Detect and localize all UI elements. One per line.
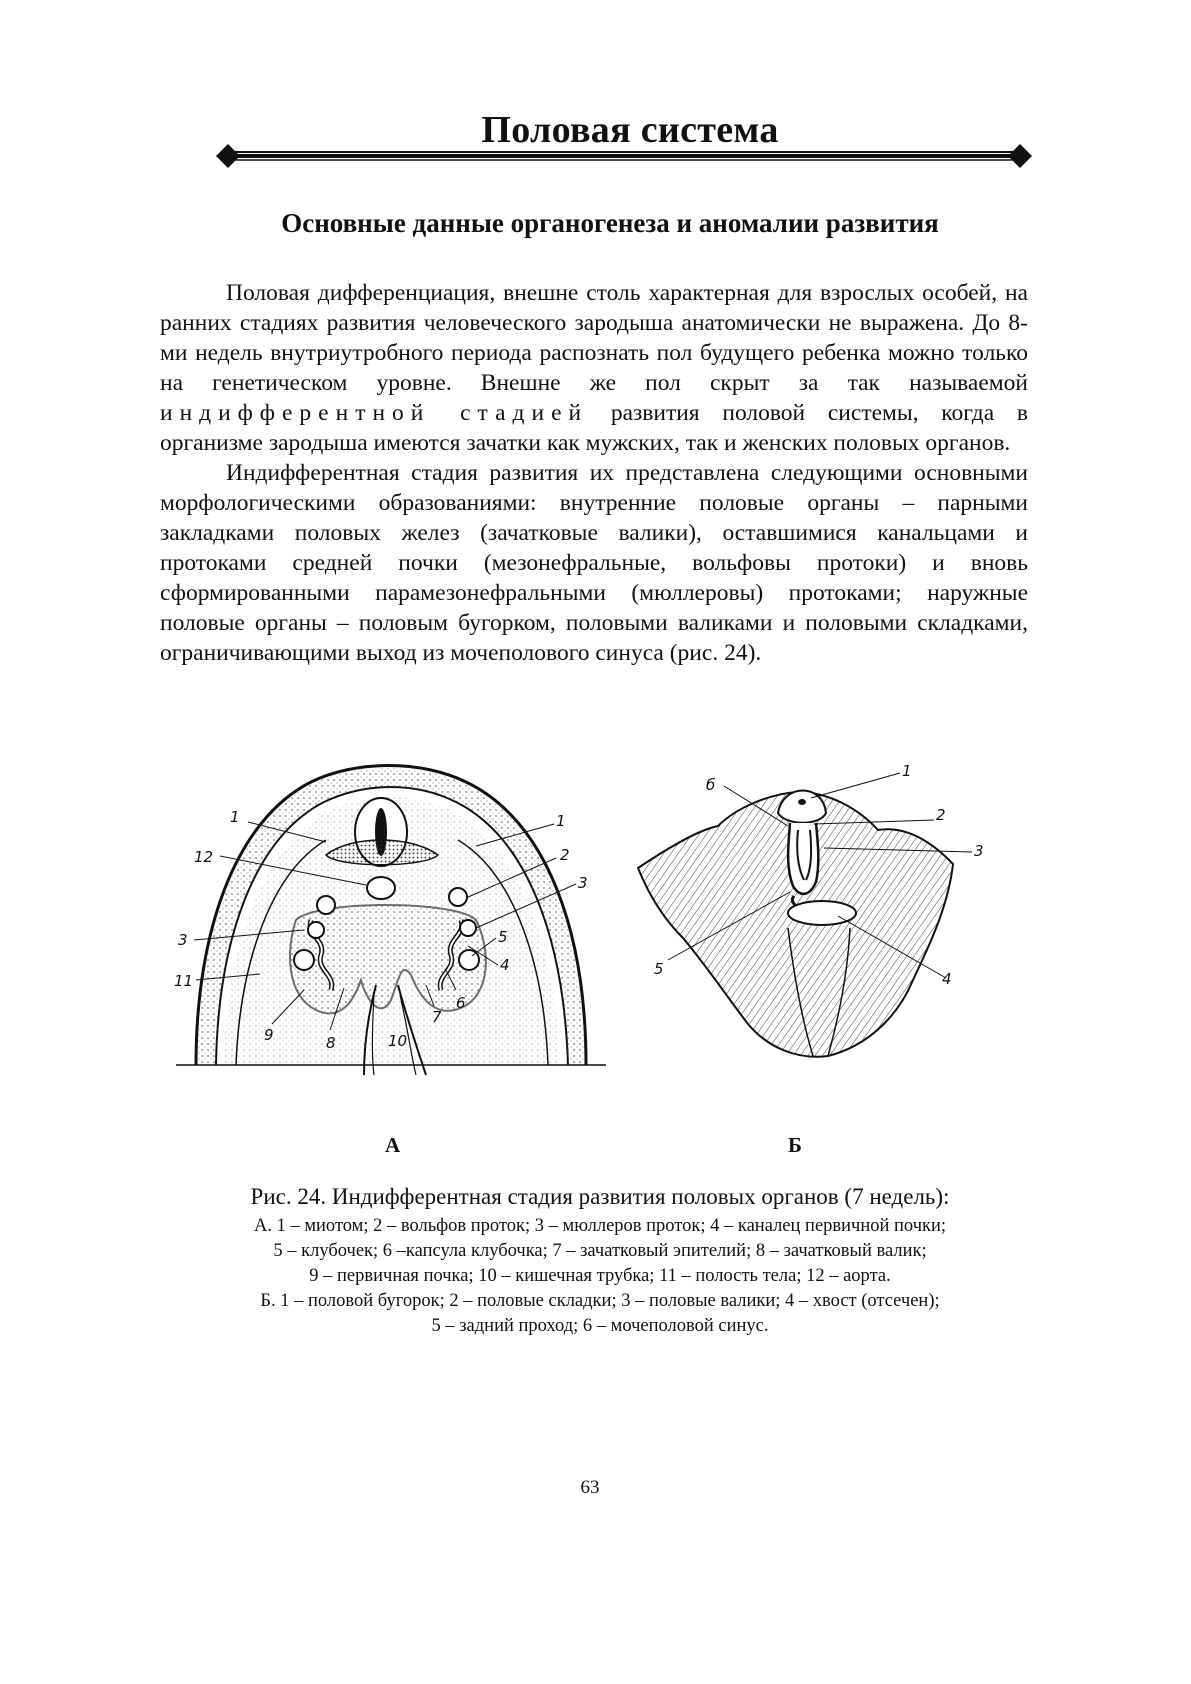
figure-b-external-genitalia <box>628 762 1008 1068</box>
emphasized-term: индифферентной стадией <box>160 400 589 426</box>
figure-a-letter: А <box>385 1133 401 1157</box>
section-title: Основные данные органогенеза и аномалии развития <box>281 208 939 238</box>
figure-a-cross-section <box>176 760 606 1080</box>
figure-b-letter: Б <box>788 1133 802 1157</box>
caption-line: А. 1 – миотом; 2 – вольфов проток; 3 – мюллеров проток; 4 – каналец первичной почки; <box>253 1216 947 1236</box>
title-rule-ornament <box>214 140 1034 172</box>
body-text <box>160 278 1028 668</box>
fig-b-label: 3 <box>974 842 984 860</box>
fig-a-label: 12 <box>194 848 214 866</box>
fig-b-label: 4 <box>942 970 952 988</box>
figure-caption-legend <box>100 1214 1100 1339</box>
paragraph-1 <box>160 278 1028 458</box>
caption-line: 5 – задний проход; 6 – мочеполовой синус. <box>431 1316 769 1336</box>
fig-a-label: 9 <box>264 1026 274 1044</box>
paragraph-1-end: развития половой системы, когда в организме зародыша имеются зачатки как мужских, так и женских половых органов. <box>160 400 1028 456</box>
fig-a-label: 6 <box>456 994 466 1012</box>
fig-a-label: 10 <box>388 1032 408 1050</box>
fig-b-label: 1 <box>902 762 912 780</box>
fig-a-label: 7 <box>432 1008 442 1026</box>
fig-a-label: 1 <box>230 808 240 826</box>
fig-b-label: б <box>706 776 716 794</box>
fig-a-label: 8 <box>326 1034 336 1052</box>
diamond-left-icon <box>216 144 240 168</box>
page-number: 63 <box>580 1477 600 1498</box>
chapter-title: Половая система <box>481 109 779 151</box>
fig-b-label: 2 <box>936 806 946 824</box>
paragraph-2: Индифферентная стадия развития их представлена следующими основными морфологическими образованиями: внутренние половые органы – парными закладками половых желез (зачатковые валики), оставшимися канальцами и протоками средней почки (мезонефральные, вольфовы протоки) и вновь сформированными парамезонефральными (мюллеровы) протоками; наружные половые органы – половым бугорком, половыми валиками и половыми складками, ограничивающими выход из мочеполового синуса (рис. 24). <box>160 460 1028 666</box>
fig-a-label: 4 <box>500 956 510 974</box>
fig-a-label: 3 <box>178 931 188 949</box>
fig-a-label: 11 <box>174 972 194 990</box>
fig-a-label: 5 <box>498 928 508 946</box>
fig-a-label: 1 <box>556 812 566 830</box>
caption-line: 9 – первичная почка; 10 – кишечная трубка; 11 – полость тела; 12 – аорта. <box>309 1266 891 1286</box>
fig-b-label: 5 <box>654 960 664 978</box>
paragraph-1-start: Половая дифференциация, внешне столь характерная для взрослых особей, на ранних стадиях развития человеческого зародыша анатомически не выражена. До 8-ми недель внутриутробного периода распознать пол будущего ребенка можно только на генетическом уровне. Внешне же пол скрыт за так называемой <box>160 280 1028 396</box>
caption-line: Б. 1 – половой бугорок; 2 – половые складки; 3 – половые валики; 4 – хвост (отсечен); <box>260 1291 940 1311</box>
fig-a-label: 2 <box>560 846 570 864</box>
fig-a-label: 3 <box>578 874 588 892</box>
figure-caption-title: Рис. 24. Индифферентная стадия развития половых органов (7 недель): <box>250 1184 950 1209</box>
diamond-right-icon <box>1008 144 1032 168</box>
caption-line: 5 – клубочек; 6 –капсула клубочка; 7 – зачатковый эпителий; 8 – зачатковый валик; <box>273 1241 927 1261</box>
